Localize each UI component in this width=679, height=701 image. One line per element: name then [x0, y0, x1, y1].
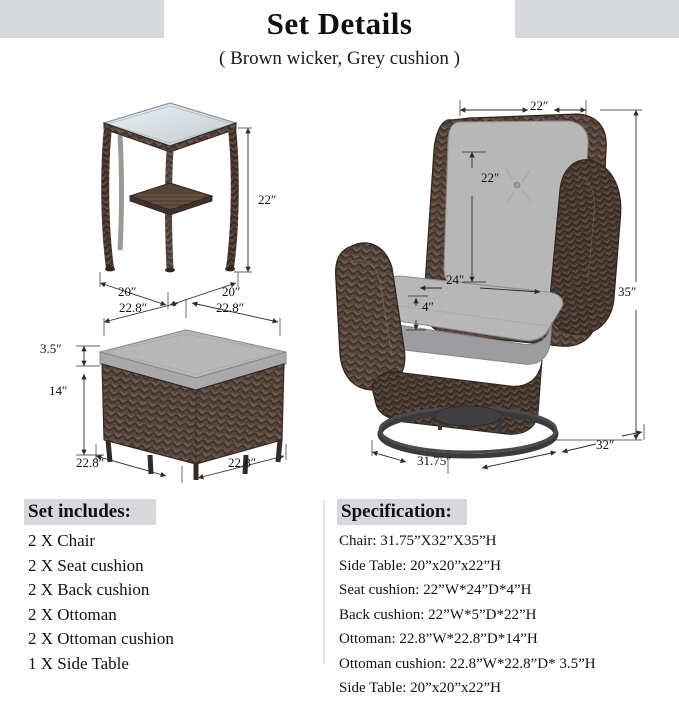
chair-back-height-label: 22″: [481, 170, 500, 185]
set-includes-heading: [24, 499, 156, 525]
list-item: 2 X Ottoman cushion: [28, 629, 174, 648]
list-item: Side Table: 20”x20”x22”H: [339, 680, 501, 696]
set-includes-heading-label: Set includes:: [28, 501, 131, 522]
list-item: Back cushion: 22”W*5”D*22”H: [339, 606, 537, 623]
side-table-illustration: [104, 103, 236, 272]
page-title: Set Details: [266, 6, 413, 41]
list-item: 2 X Chair: [28, 531, 96, 550]
chair-seat-depth-label: 24″: [446, 272, 465, 287]
ottoman-height-label: 14″: [49, 383, 68, 398]
ottoman-side-depth-label: 22.8″: [228, 455, 257, 470]
chair-overall-height-label: 35″: [618, 284, 637, 299]
list-item: 2 X Seat cushion: [28, 555, 144, 575]
ottoman-front-width-label: 22.8″: [76, 455, 105, 470]
side-table-depth-label: 20″: [222, 284, 241, 299]
chair-illustration: [336, 114, 621, 456]
list-item: 2 X Ottoman: [28, 604, 117, 624]
specification-heading: [337, 499, 467, 525]
ottoman-illustration: [100, 330, 286, 480]
chair-seat-thickness-label: 4″: [422, 299, 434, 314]
list-item: 1 X Side Table: [28, 653, 129, 673]
specification-heading-label: Specification:: [341, 501, 452, 522]
ottoman-top-width-label: 22.8″: [119, 300, 148, 315]
side-table-height-label: 22″: [258, 192, 277, 207]
list-item: Seat cushion: 22”W*24”D*4”H: [339, 582, 532, 598]
list-item: Chair: 31.75”X32”X35”H: [339, 533, 497, 549]
list-item: Ottoman cushion: 22.8”W*22.8”D* 3.5”H: [339, 655, 596, 672]
list-item: Ottoman: 22.8”W*22.8”D*14”H: [339, 631, 538, 647]
list-item: Side Table: 20”x20”x22”H: [339, 557, 501, 574]
ottoman-cushion-thickness-label: 3.5″: [40, 341, 62, 356]
ottoman-top-depth-label: 22.8″: [216, 300, 245, 315]
chair-overall-width-label: 31.75″: [417, 453, 452, 468]
page-subtitle: ( Brown wicker, Grey cushion ): [219, 48, 460, 69]
chair-back-width-label: 22″: [530, 98, 549, 113]
list-item: 2 X Back cushion: [28, 580, 150, 599]
set-includes-list: [28, 529, 174, 676]
specification-list: [339, 529, 596, 701]
side-table-width-label: 20″: [118, 284, 137, 299]
chair-overall-depth-label: 32″: [596, 437, 615, 452]
